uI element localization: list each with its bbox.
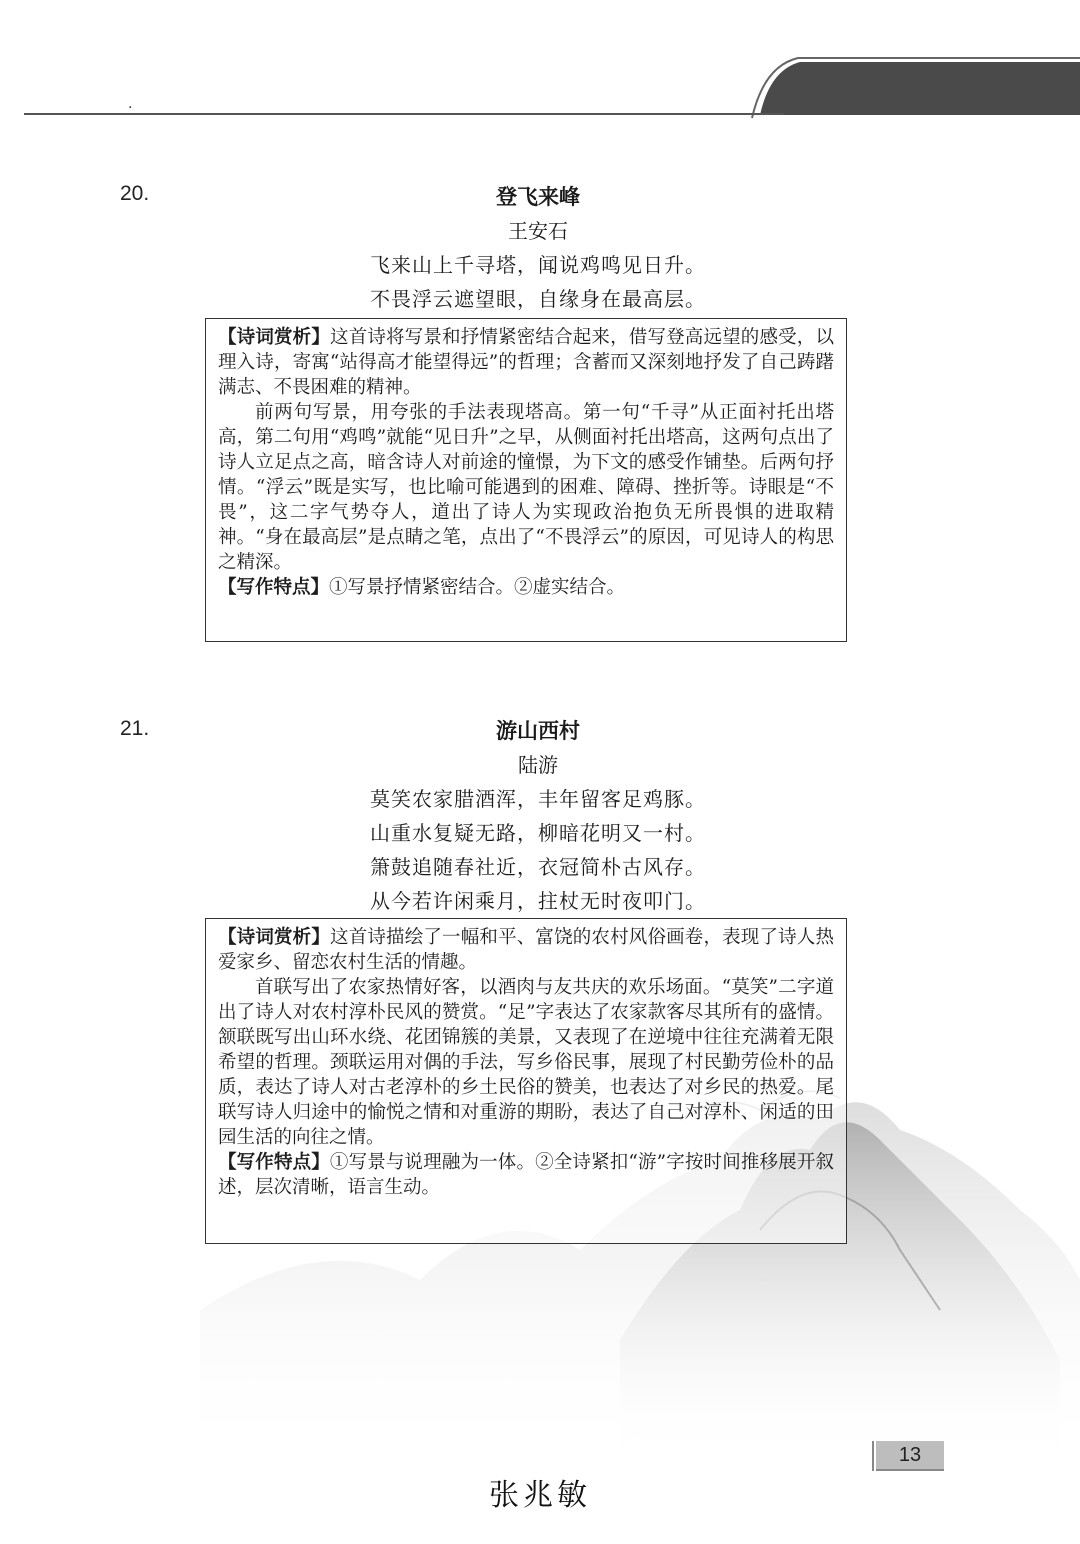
question-number: 20. [120, 182, 150, 205]
question-number: 21. [120, 717, 150, 740]
poem-line: 不畏浮云遮望眼，自缘身在最高层。 [370, 287, 706, 311]
poem-header [200, 180, 876, 316]
signature: 张兆敏 [489, 1478, 591, 1513]
feature-text: ①写景抒情紧密结合。②虚实结合。 [329, 577, 626, 598]
poem-header [200, 714, 876, 918]
analysis-intro: 这首诗将写景和抒情紧密结合起来，借写登高远望的感受，以理入诗，寄寓“站得高才能望得远”的哲理；含蓄而又深刻地抒发了自己踌躇满志、不畏困难的精神。 [218, 327, 834, 398]
analysis-box [205, 318, 847, 642]
header-dot: . [128, 96, 133, 112]
poem-title: 登飞来峰 [496, 185, 580, 209]
poem-line: 飞来山上千寻塔，闻说鸡鸣见日升。 [370, 253, 706, 277]
poem-author: 陆游 [518, 753, 558, 777]
analysis-body: 首联写出了农家热情好客，以酒肉与友共庆的欢乐场面。“莫笑”二字道出了诗人对农村淳朴民风的赞赏。“足”字表达了农家款客尽其所有的盛情。颔联既写出山环水绕、花团锦簇的美景，又表现了在逆境中往往充满着无限希望的哲理。颈联运用对偶的手法，写乡俗民事，展现了村民勤劳俭朴的品质，表达了诗人对古老淳朴的乡土民俗的赞美，也表达了对乡民的热爱。尾联写诗人归途中的愉悦之情和对重游的期盼，表达了自己对淳朴、闲适的田园生活的向往之情。 [218, 977, 834, 1148]
page-number: 13 [876, 1441, 944, 1471]
analysis-tag: 【诗词赏析】 [218, 327, 331, 348]
analysis-body: 前两句写景，用夸张的手法表现塔高。第一句“千寻”从正面衬托出塔高，第二句用“鸡鸣”就能“见日升”之早，从侧面衬托出塔高，这两句点出了诗人立足点之高，暗含诗人对前途的憧憬，为下文的感受作铺垫。后两句抒情。“浮云”既是实写，也比喻可能遇到的困难、障碍、挫折等。诗眼是“不畏”，这二字气势夺人，道出了诗人为实现政治抱负无所畏惧的进取精神。“身在最高层”是点睛之笔，点出了“不畏浮云”的原因，可见诗人的构思之精深。 [218, 402, 834, 573]
analysis-box [205, 918, 847, 1244]
feature-tag: 【写作特点】 [218, 1152, 330, 1173]
poem-line: 莫笑农家腊酒浑，丰年留客足鸡豚。 [370, 787, 706, 811]
poem-line: 山重水复疑无路，柳暗花明又一村。 [370, 821, 706, 845]
poem-line: 从今若许闲乘月，拄杖无时夜叩门。 [370, 889, 706, 913]
header-decoration [0, 0, 1080, 130]
header-rule [24, 113, 784, 115]
feature-text: ①写景与说理融为一体。②全诗紧扣“游”字按时间推移展开叙述，层次清晰，语言生动。 [218, 1152, 834, 1198]
poem-title: 游山西村 [496, 719, 580, 743]
feature-tag: 【写作特点】 [218, 577, 330, 598]
analysis-tag: 【诗词赏析】 [218, 927, 331, 948]
analysis-intro: 这首诗描绘了一幅和平、富饶的农村风俗画卷，表现了诗人热爱家乡、留恋农村生活的情趣。 [218, 927, 834, 973]
poem-author: 王安石 [508, 219, 568, 243]
poem-line: 箫鼓追随春社近，衣冠简朴古风存。 [370, 855, 706, 879]
